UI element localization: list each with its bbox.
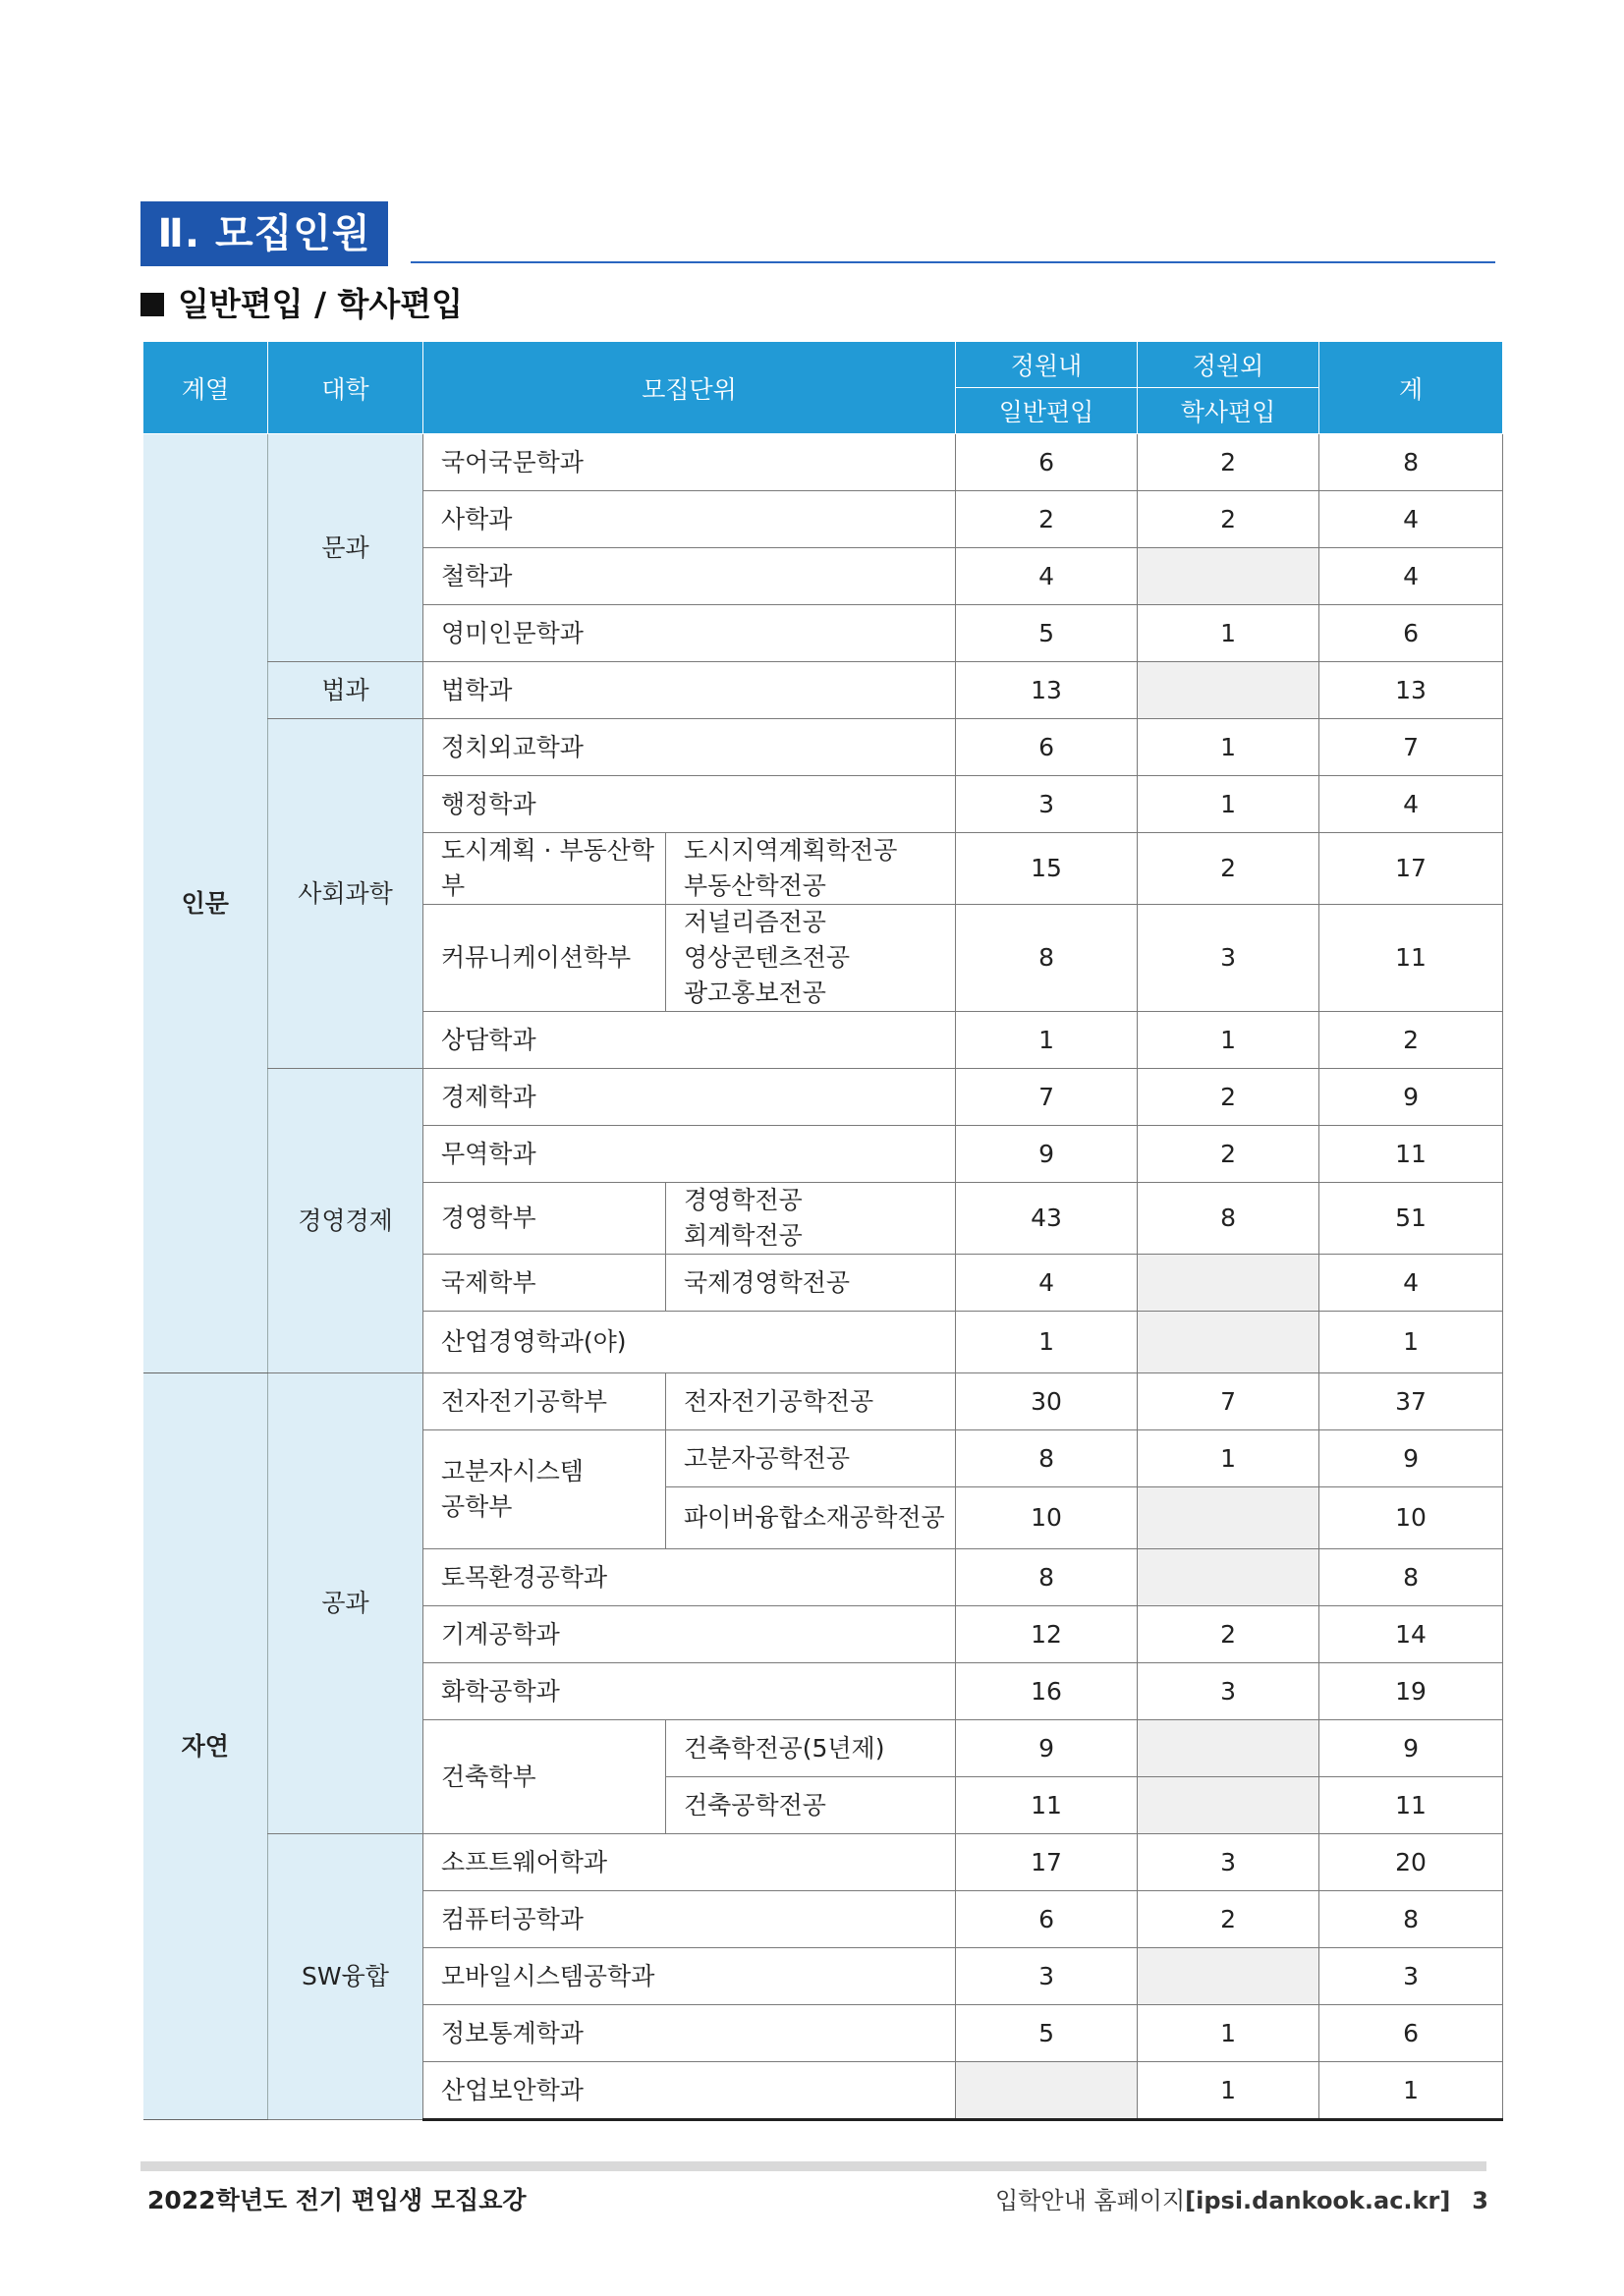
bachelor-cell: 2 — [1138, 434, 1319, 491]
header-bachelor: 학사편입 — [1138, 388, 1319, 434]
dept-cell — [423, 1430, 666, 1549]
total-cell: 6 — [1319, 2005, 1503, 2062]
header-college: 대학 — [268, 342, 423, 434]
total-cell: 2 — [1319, 1012, 1503, 1069]
major-name: 광고홍보전공 — [684, 979, 826, 1007]
general-cell: 5 — [956, 2005, 1138, 2062]
dept-cell: 상담학과 — [423, 1012, 956, 1069]
dept-cell: 컴퓨터공학과 — [423, 1891, 956, 1948]
bachelor-cell: 1 — [1138, 605, 1319, 662]
total-cell: 20 — [1319, 1834, 1503, 1891]
dept-cell: 커뮤니케이션학부 — [423, 905, 666, 1012]
dept-cell: 철학과 — [423, 548, 956, 605]
major-name: 부동산학전공 — [684, 871, 826, 900]
general-cell: 7 — [956, 1069, 1138, 1126]
homepage-url[interactable]: [ipsi.dankook.ac.kr] — [1185, 2187, 1451, 2214]
general-cell: 8 — [956, 1549, 1138, 1606]
general-cell: 11 — [956, 1777, 1138, 1834]
general-cell: 6 — [956, 1891, 1138, 1948]
major-cell: 건축학전공(5년제) — [666, 1720, 956, 1777]
dept-cell: 산업경영학과(야) — [423, 1312, 956, 1373]
bachelor-cell: 3 — [1138, 1663, 1319, 1720]
major-cell: 전자전기공학전공 — [666, 1373, 956, 1430]
college-sw: SW융합 — [268, 1834, 423, 2120]
total-cell: 11 — [1319, 905, 1503, 1012]
homepage-label: 입학안내 홈페이지 — [995, 2187, 1186, 2214]
dept-cell: 건축학부 — [423, 1720, 666, 1834]
subtitle-text: 일반편입 / 학사편입 — [178, 285, 464, 323]
bachelor-cell: 8 — [1138, 1183, 1319, 1255]
major-name: 회계학전공 — [684, 1221, 803, 1250]
table-row — [143, 719, 1503, 776]
total-cell: 1 — [1319, 1312, 1503, 1373]
bachelor-cell-empty — [1138, 1777, 1319, 1834]
bachelor-cell-empty — [1138, 1487, 1319, 1549]
dept-cell: 국어국문학과 — [423, 434, 956, 491]
bachelor-cell: 1 — [1138, 2062, 1319, 2120]
track-humanities: 인문 — [143, 434, 268, 1373]
total-cell: 3 — [1319, 1948, 1503, 2005]
total-cell: 8 — [1319, 1549, 1503, 1606]
bachelor-cell-empty — [1138, 1720, 1319, 1777]
dept-cell: 전자전기공학부 — [423, 1373, 666, 1430]
footer-title: 2022학년도 전기 편입생 모집요강 — [147, 2186, 527, 2214]
bachelor-cell-empty — [1138, 1255, 1319, 1312]
general-cell: 9 — [956, 1720, 1138, 1777]
total-cell: 51 — [1319, 1183, 1503, 1255]
general-cell: 1 — [956, 1012, 1138, 1069]
major-cell: 파이버융합소재공학전공 — [666, 1487, 956, 1549]
bachelor-cell-empty — [1138, 548, 1319, 605]
header-track: 계열 — [143, 342, 268, 434]
bachelor-cell-empty — [1138, 662, 1319, 719]
page-number: 3 — [1472, 2187, 1488, 2214]
table-row — [143, 1373, 1503, 1430]
total-cell: 4 — [1319, 1255, 1503, 1312]
table-row — [143, 1069, 1503, 1126]
general-cell: 30 — [956, 1373, 1138, 1430]
bachelor-cell: 1 — [1138, 1012, 1319, 1069]
major-cell — [666, 833, 956, 905]
footer-homepage — [995, 2181, 1488, 2215]
total-cell: 6 — [1319, 605, 1503, 662]
dept-name: 공학부 — [441, 1492, 513, 1521]
dept-cell: 정보통계학과 — [423, 2005, 956, 2062]
dept-name: 고분자시스템 — [441, 1457, 584, 1485]
college-liberal-arts: 문과 — [268, 434, 423, 662]
square-bullet-icon — [140, 293, 164, 316]
major-name: 저널리즘전공 — [684, 908, 826, 936]
bachelor-cell: 1 — [1138, 776, 1319, 833]
bachelor-cell: 1 — [1138, 2005, 1319, 2062]
college-law: 법과 — [268, 662, 423, 719]
total-cell: 14 — [1319, 1606, 1503, 1663]
bachelor-cell: 2 — [1138, 1891, 1319, 1948]
general-cell: 3 — [956, 776, 1138, 833]
major-cell: 국제경영학전공 — [666, 1255, 956, 1312]
header-quota-out: 정원외 — [1138, 342, 1319, 388]
bachelor-cell: 2 — [1138, 1606, 1319, 1663]
table-row — [143, 1834, 1503, 1891]
dept-cell: 경제학과 — [423, 1069, 956, 1126]
dept-cell: 무역학과 — [423, 1126, 956, 1183]
total-cell: 11 — [1319, 1126, 1503, 1183]
general-cell: 8 — [956, 905, 1138, 1012]
general-cell: 1 — [956, 1312, 1138, 1373]
section-divider — [411, 261, 1495, 263]
total-cell: 9 — [1319, 1430, 1503, 1487]
major-cell: 건축공학전공 — [666, 1777, 956, 1834]
header-unit: 모집단위 — [423, 342, 956, 434]
college-social-science: 사회과학 — [268, 719, 423, 1069]
dept-cell: 기계공학과 — [423, 1606, 956, 1663]
bachelor-cell: 2 — [1138, 491, 1319, 548]
general-cell: 17 — [956, 1834, 1138, 1891]
total-cell: 10 — [1319, 1487, 1503, 1549]
dept-cell: 소프트웨어학과 — [423, 1834, 956, 1891]
bachelor-cell: 2 — [1138, 1069, 1319, 1126]
table-row — [143, 662, 1503, 719]
dept-cell: 토목환경공학과 — [423, 1549, 956, 1606]
general-cell: 6 — [956, 719, 1138, 776]
dept-cell: 도시계획 · 부동산학부 — [423, 833, 666, 905]
general-cell: 9 — [956, 1126, 1138, 1183]
bachelor-cell: 3 — [1138, 1834, 1319, 1891]
general-cell: 5 — [956, 605, 1138, 662]
general-cell-empty — [956, 2062, 1138, 2120]
header-quota-in: 정원내 — [956, 342, 1138, 388]
general-cell: 16 — [956, 1663, 1138, 1720]
general-cell: 12 — [956, 1606, 1138, 1663]
dept-cell: 정치외교학과 — [423, 719, 956, 776]
general-cell: 15 — [956, 833, 1138, 905]
bachelor-cell: 7 — [1138, 1373, 1319, 1430]
total-cell: 4 — [1319, 776, 1503, 833]
general-cell: 4 — [956, 1255, 1138, 1312]
total-cell: 8 — [1319, 434, 1503, 491]
total-cell: 4 — [1319, 491, 1503, 548]
major-cell — [666, 905, 956, 1012]
footer-band — [140, 2161, 1486, 2171]
major-cell: 고분자공학전공 — [666, 1430, 956, 1487]
general-cell: 2 — [956, 491, 1138, 548]
bachelor-cell-empty — [1138, 1948, 1319, 2005]
bachelor-cell: 1 — [1138, 719, 1319, 776]
bachelor-cell-empty — [1138, 1549, 1319, 1606]
bachelor-cell: 2 — [1138, 833, 1319, 905]
dept-cell: 모바일시스템공학과 — [423, 1948, 956, 2005]
general-cell: 6 — [956, 434, 1138, 491]
total-cell: 8 — [1319, 1891, 1503, 1948]
bachelor-cell: 1 — [1138, 1430, 1319, 1487]
college-engineering: 공과 — [268, 1373, 423, 1834]
major-cell — [666, 1183, 956, 1255]
major-name: 영상콘텐츠전공 — [684, 943, 851, 972]
quota-table — [142, 341, 1503, 2121]
dept-cell: 국제학부 — [423, 1255, 666, 1312]
total-cell: 13 — [1319, 662, 1503, 719]
total-cell: 37 — [1319, 1373, 1503, 1430]
general-cell: 13 — [956, 662, 1138, 719]
dept-cell: 영미인문학과 — [423, 605, 956, 662]
total-cell: 9 — [1319, 1069, 1503, 1126]
total-cell: 17 — [1319, 833, 1503, 905]
header-total: 계 — [1319, 342, 1503, 434]
dept-cell: 산업보안학과 — [423, 2062, 956, 2120]
total-cell: 4 — [1319, 548, 1503, 605]
dept-cell: 행정학과 — [423, 776, 956, 833]
general-cell: 8 — [956, 1430, 1138, 1487]
section-title: Ⅱ. 모집인원 — [140, 201, 388, 266]
table-subtitle — [140, 283, 463, 326]
bachelor-cell-empty — [1138, 1312, 1319, 1373]
general-cell: 43 — [956, 1183, 1138, 1255]
total-cell: 19 — [1319, 1663, 1503, 1720]
general-cell: 3 — [956, 1948, 1138, 2005]
total-cell: 7 — [1319, 719, 1503, 776]
dept-cell: 사학과 — [423, 491, 956, 548]
total-cell: 11 — [1319, 1777, 1503, 1834]
table-row — [143, 434, 1503, 491]
dept-cell: 화학공학과 — [423, 1663, 956, 1720]
dept-cell: 경영학부 — [423, 1183, 666, 1255]
major-name: 도시지역계획학전공 — [684, 836, 898, 865]
dept-cell: 법학과 — [423, 662, 956, 719]
general-cell: 4 — [956, 548, 1138, 605]
major-name: 경영학전공 — [684, 1186, 803, 1214]
bachelor-cell: 2 — [1138, 1126, 1319, 1183]
general-cell: 10 — [956, 1487, 1138, 1549]
total-cell: 1 — [1319, 2062, 1503, 2120]
header-general: 일반편입 — [956, 388, 1138, 434]
track-science: 자연 — [143, 1373, 268, 2120]
bachelor-cell: 3 — [1138, 905, 1319, 1012]
total-cell: 9 — [1319, 1720, 1503, 1777]
college-business: 경영경제 — [268, 1069, 423, 1373]
